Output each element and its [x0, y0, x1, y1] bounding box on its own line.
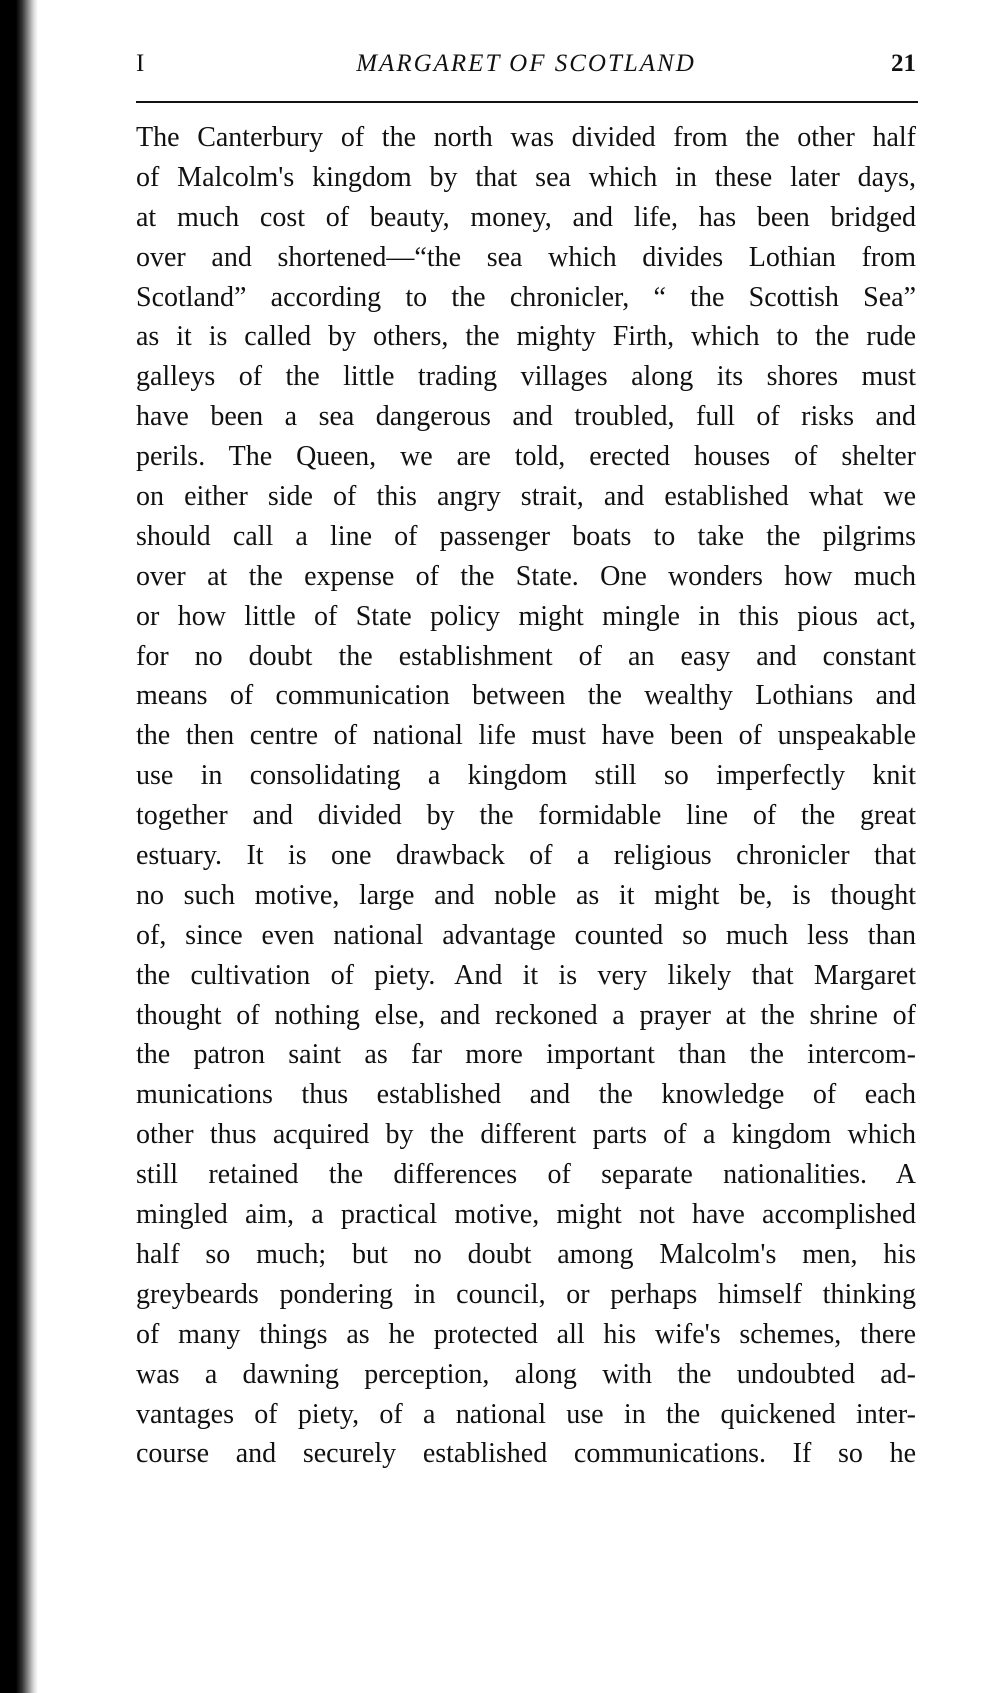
text-line: use in consolidating a kingdom still so imperfectly knit [136, 760, 916, 792]
text-line: galleys of the little trading villages along its shores must [136, 361, 916, 393]
page-number: 21 [891, 50, 916, 77]
text-line: means of communication between the wealthy Lothians and [136, 680, 916, 712]
text-line: greybeards pondering in council, or perhaps himself thinking [136, 1278, 916, 1310]
text-line: have been a sea dangerous and troubled, full of risks and [136, 401, 916, 433]
text-line: over at the expense of the State. One wonders how much [136, 560, 916, 592]
text-line: at much cost of beauty, money, and life, has been bridged [136, 201, 916, 233]
chapter-number: I [136, 50, 145, 77]
text-line: vantages of piety, of a national use in the quickened inter- [136, 1398, 916, 1430]
text-line: over and shortened—“the sea which divides Lothian from [136, 241, 916, 273]
text-line: no such motive, large and noble as it might be, is thought [136, 879, 916, 911]
text-line: other thus acquired by the different parts of a kingdom which [136, 1119, 916, 1151]
text-line: still retained the differences of separate nationalities. A [136, 1159, 916, 1191]
text-line: course and securely established communications. If so he [136, 1438, 916, 1470]
text-line: the patron saint as far more important than the intercom- [136, 1039, 916, 1071]
text-line: Scotland” according to the chronicler, “ the Scottish Sea” [136, 281, 916, 313]
running-header [136, 50, 916, 90]
book-binding-edge [0, 0, 38, 1693]
text-line: of many things as he protected all his wife's schemes, there [136, 1318, 916, 1350]
text-line: mingled aim, a practical motive, might not have accomplished [136, 1199, 916, 1231]
text-line: the cultivation of piety. And it is very likely that Margaret [136, 959, 916, 991]
text-line: of, since even national advantage counted so much less than [136, 919, 916, 951]
text-line: The Canterbury of the north was divided from the other half [136, 122, 916, 153]
text-line: should call a line of passenger boats to take the pilgrims [136, 520, 916, 552]
text-line: on either side of this angry strait, and established what we [136, 481, 916, 513]
text-line: was a dawning perception, along with the undoubted ad- [136, 1358, 916, 1390]
header-rule [136, 101, 918, 103]
text-line: as it is called by others, the mighty Firth, which to the rude [136, 321, 916, 353]
text-line: together and divided by the formidable line of the great [136, 800, 916, 832]
text-line: estuary. It is one drawback of a religious chronicler that [136, 840, 916, 872]
text-line: the then centre of national life must have been of unspeakable [136, 720, 916, 752]
text-line: for no doubt the establishment of an easy and constant [136, 640, 916, 672]
text-line: or how little of State policy might mingle in this pious act, [136, 600, 916, 632]
text-line: half so much; but no doubt among Malcolm's men, his [136, 1238, 916, 1270]
body-text [136, 118, 916, 1474]
text-line: of Malcolm's kingdom by that sea which in these later days, [136, 161, 916, 193]
text-line: munications thus established and the knowledge of each [136, 1079, 916, 1111]
text-line: perils. The Queen, we are told, erected houses of shelter [136, 441, 916, 473]
running-title: MARGARET OF SCOTLAND [356, 50, 696, 77]
text-line: thought of nothing else, and reckoned a prayer at the shrine of [136, 999, 916, 1031]
